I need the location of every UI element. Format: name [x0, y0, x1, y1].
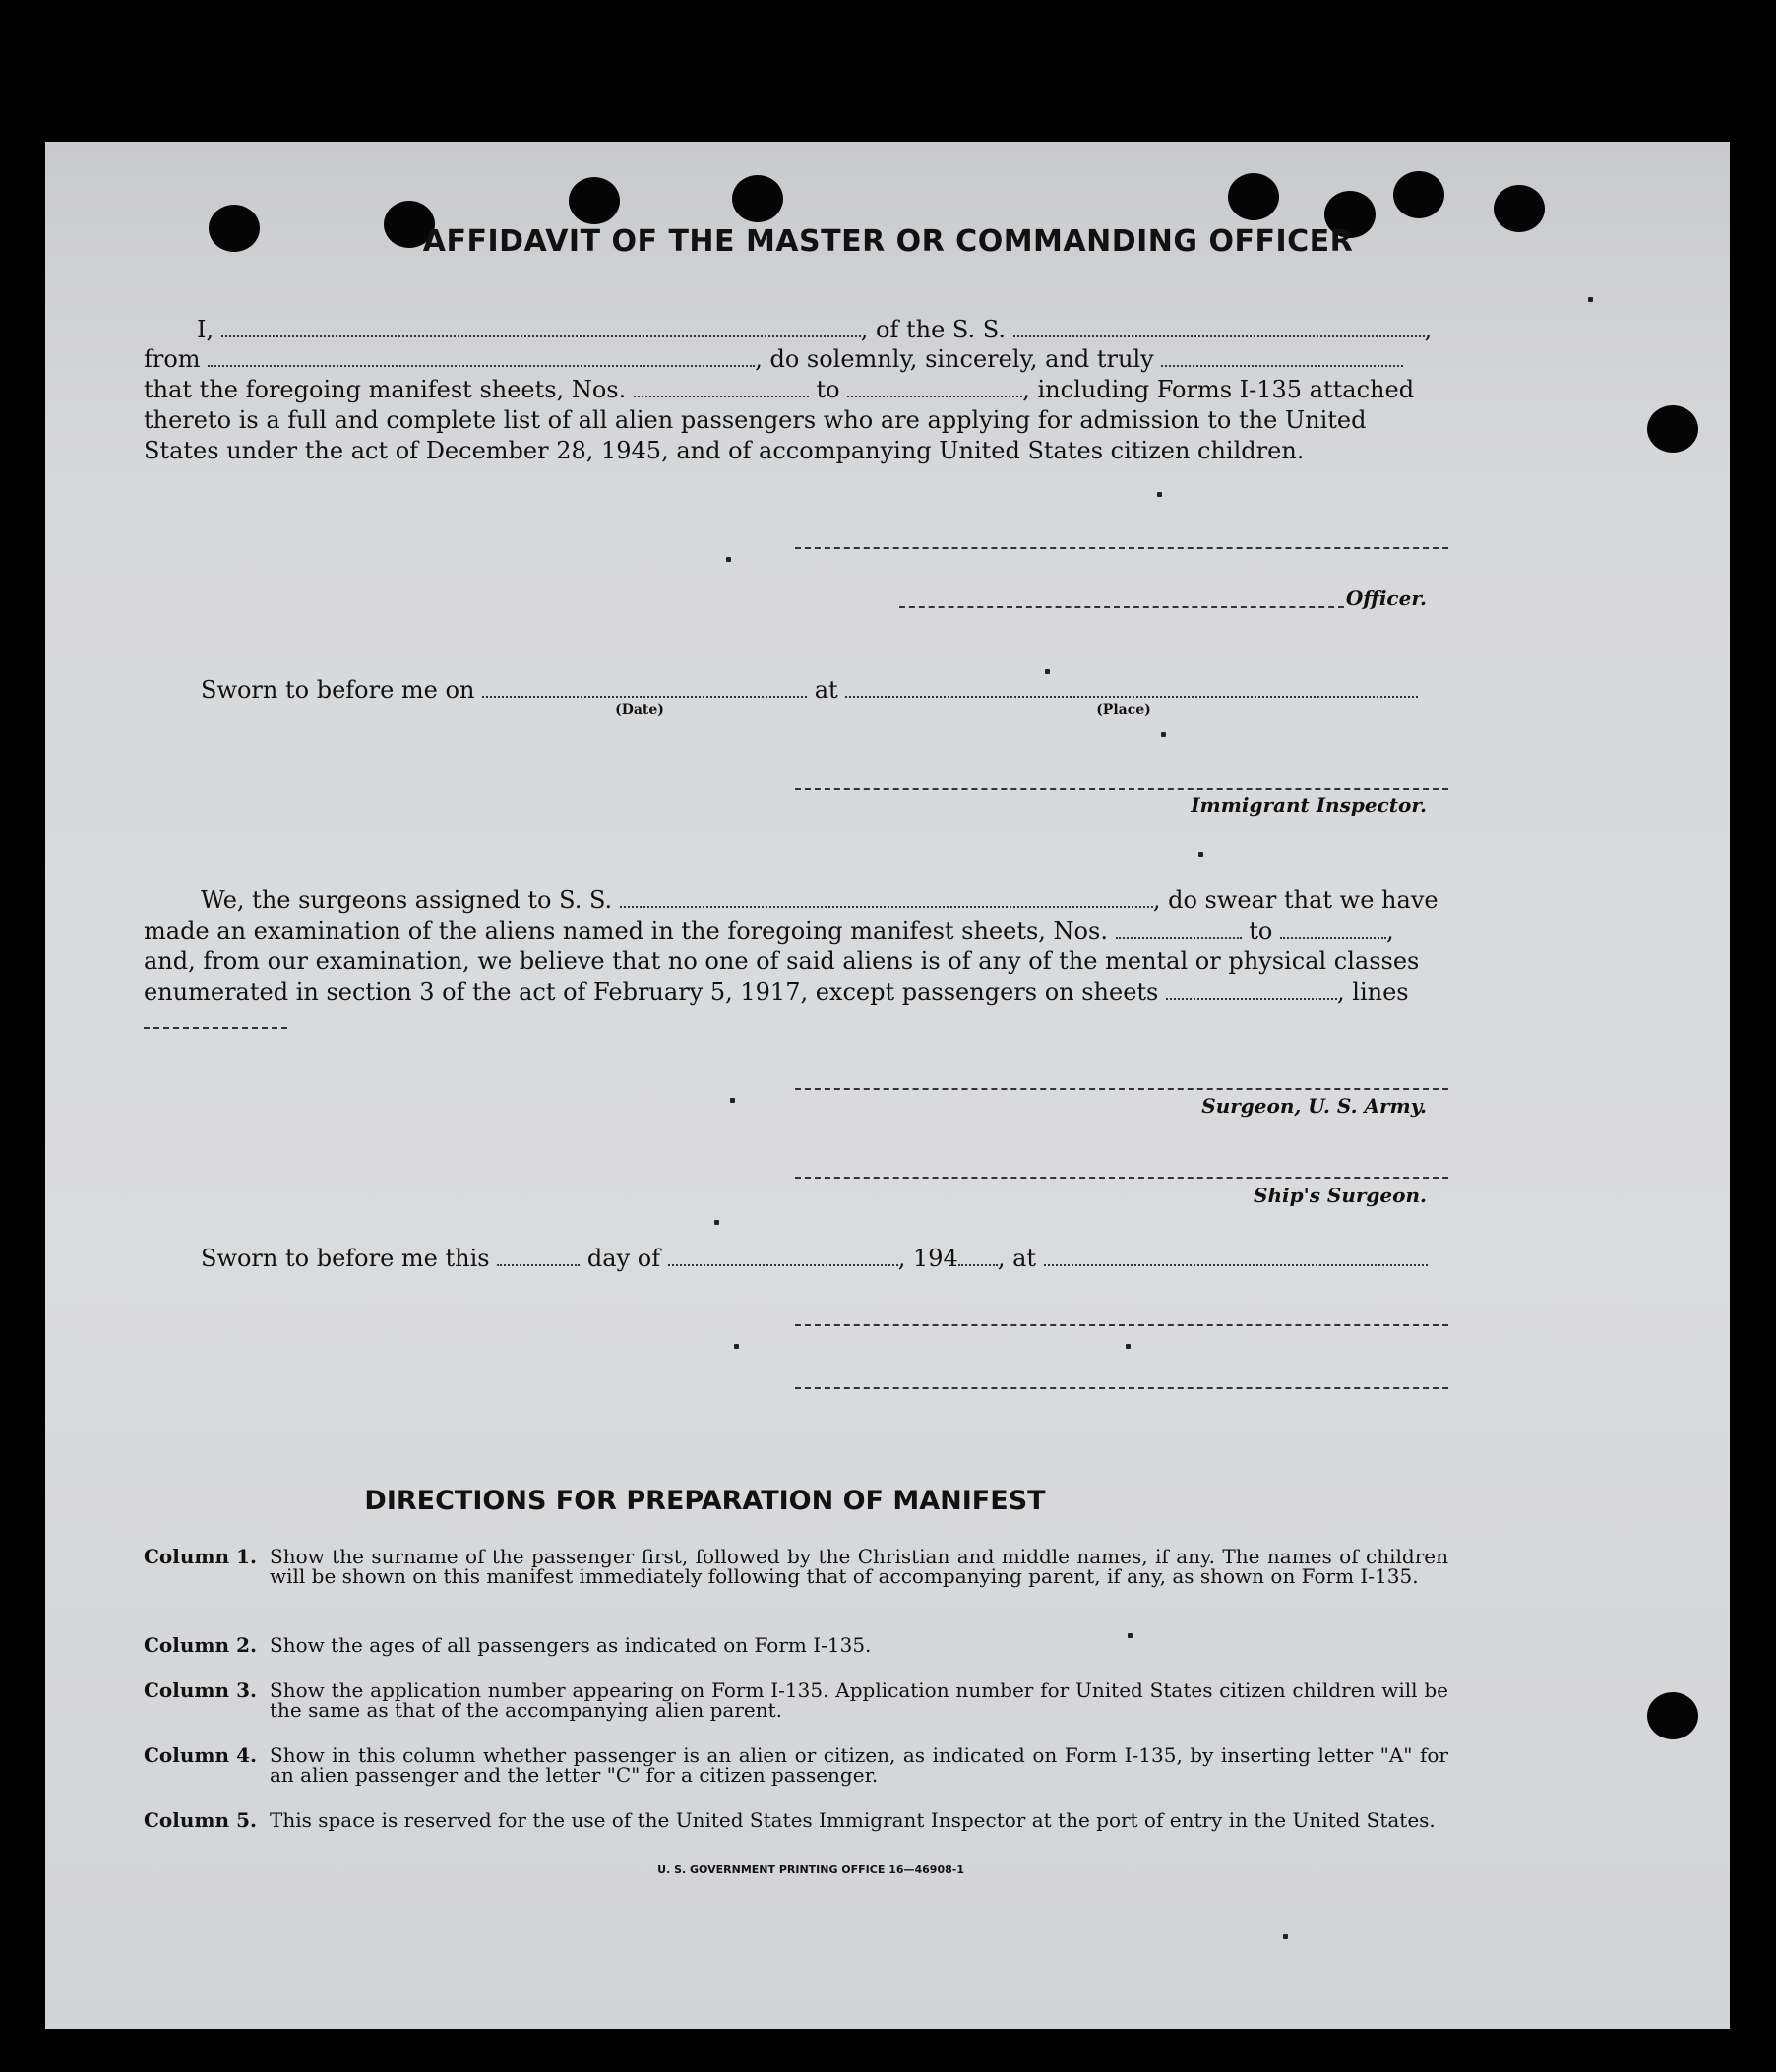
date-caption: (Date) — [615, 702, 664, 718]
punch-hole — [1647, 405, 1698, 453]
signature-line — [795, 1324, 1448, 1326]
signature-line — [899, 606, 1344, 608]
direction-column-label: Column 1. — [144, 1545, 257, 1568]
direction-item — [144, 1635, 1448, 1655]
direction-column-label: Column 2. — [144, 1633, 257, 1657]
direction-text: Show the application number appearing on Form I-135. Application number for United States citizen children will be the same as that of the accompanying alien parent. — [270, 1678, 1448, 1722]
direction-text: This space is reserved for the use of the United States Immigrant Inspector at the port of entry in the United States. — [270, 1808, 1436, 1832]
punch-hole — [569, 177, 620, 224]
speck — [1283, 1934, 1288, 1939]
direction-item — [144, 1745, 1448, 1785]
signature-line — [795, 1177, 1448, 1179]
army-surgeon-label: Surgeon, U. S. Army. — [1201, 1094, 1427, 1118]
directions-heading: DIRECTIONS FOR PREPARATION OF MANIFEST — [364, 1486, 1046, 1516]
affidavit-line-5: States under the act of December 28, 1945, and of accompanying United States citizen children. — [144, 437, 1305, 464]
punch-hole — [732, 175, 783, 222]
speck — [1588, 297, 1593, 302]
speck — [734, 1344, 739, 1349]
direction-column-label: Column 3. — [144, 1678, 257, 1702]
sworn-line-2: Sworn to before me this day of , 194 , at — [201, 1244, 1428, 1273]
affidavit-line-4: thereto is a full and complete list of all alien passengers who are applying for admission to the United — [144, 406, 1367, 434]
printing-office-footer: U. S. GOVERNMENT PRINTING OFFICE 16—46908-1 — [657, 1863, 964, 1876]
direction-item — [144, 1547, 1448, 1586]
direction-text: Show the surname of the passenger first, followed by the Christian and middle names, if any. The names of children will be shown on this manifest immediately following that of accompanying parent, if any, as shown on Form I-135. — [270, 1545, 1448, 1588]
speck — [726, 557, 731, 562]
surgeons-line-4: enumerated in section 3 of the act of February 5, 1917, except passengers on sheets , lines — [144, 978, 1409, 1006]
speck — [1157, 492, 1162, 497]
signature-line — [795, 788, 1448, 790]
surgeons-line-2: made an examination of the aliens named in the foregoing manifest sheets, Nos. to , — [144, 917, 1394, 945]
affidavit-line-2: from , do solemnly, sincerely, and truly — [144, 344, 1403, 374]
officer-label: Officer. — [1345, 586, 1427, 610]
punch-hole — [1228, 173, 1279, 220]
direction-column-label: Column 4. — [144, 1743, 257, 1767]
direction-text: Show the ages of all passengers as indicated on Form I-135. — [270, 1633, 872, 1657]
surgeons-line-1: We, the surgeons assigned to S. S. , do swear that we have — [201, 886, 1439, 914]
surgeons-line-3: and, from our examination, we believe that no one of said aliens is of any of the mental or physical classes — [144, 947, 1420, 975]
speck — [730, 1098, 735, 1103]
speck — [1126, 1344, 1131, 1349]
speck — [714, 1220, 719, 1225]
blank-line — [144, 1027, 287, 1029]
direction-text: Show in this column whether passenger is an alien or citizen, as indicated on Form I-135, by inserting letter "A" for an alien passenger and the letter "C" for a citizen passenger. — [270, 1743, 1448, 1787]
speck — [1128, 1633, 1133, 1638]
affidavit-heading: AFFIDAVIT OF THE MASTER OR COMMANDING OFFICER — [422, 224, 1354, 259]
inspector-label: Immigrant Inspector. — [1191, 793, 1427, 817]
signature-line — [795, 1387, 1448, 1389]
affidavit-line-1: I, , of the S. S. , — [197, 316, 1433, 343]
signature-line — [795, 1088, 1448, 1090]
place-caption: (Place) — [1096, 702, 1151, 718]
direction-item — [144, 1810, 1448, 1830]
speck — [1161, 732, 1166, 737]
punch-hole — [1393, 171, 1444, 218]
signature-line — [795, 547, 1448, 549]
affidavit-line-3: that the foregoing manifest sheets, Nos. to , including Forms I-135 attached — [144, 376, 1415, 403]
speck — [1045, 669, 1050, 674]
speck — [1198, 852, 1203, 857]
punch-hole — [1647, 1692, 1698, 1739]
ship-surgeon-label: Ship's Surgeon. — [1254, 1184, 1427, 1207]
direction-column-label: Column 5. — [144, 1808, 257, 1832]
direction-item — [144, 1680, 1448, 1720]
sworn-line-1: Sworn to before me on at — [201, 675, 1418, 704]
